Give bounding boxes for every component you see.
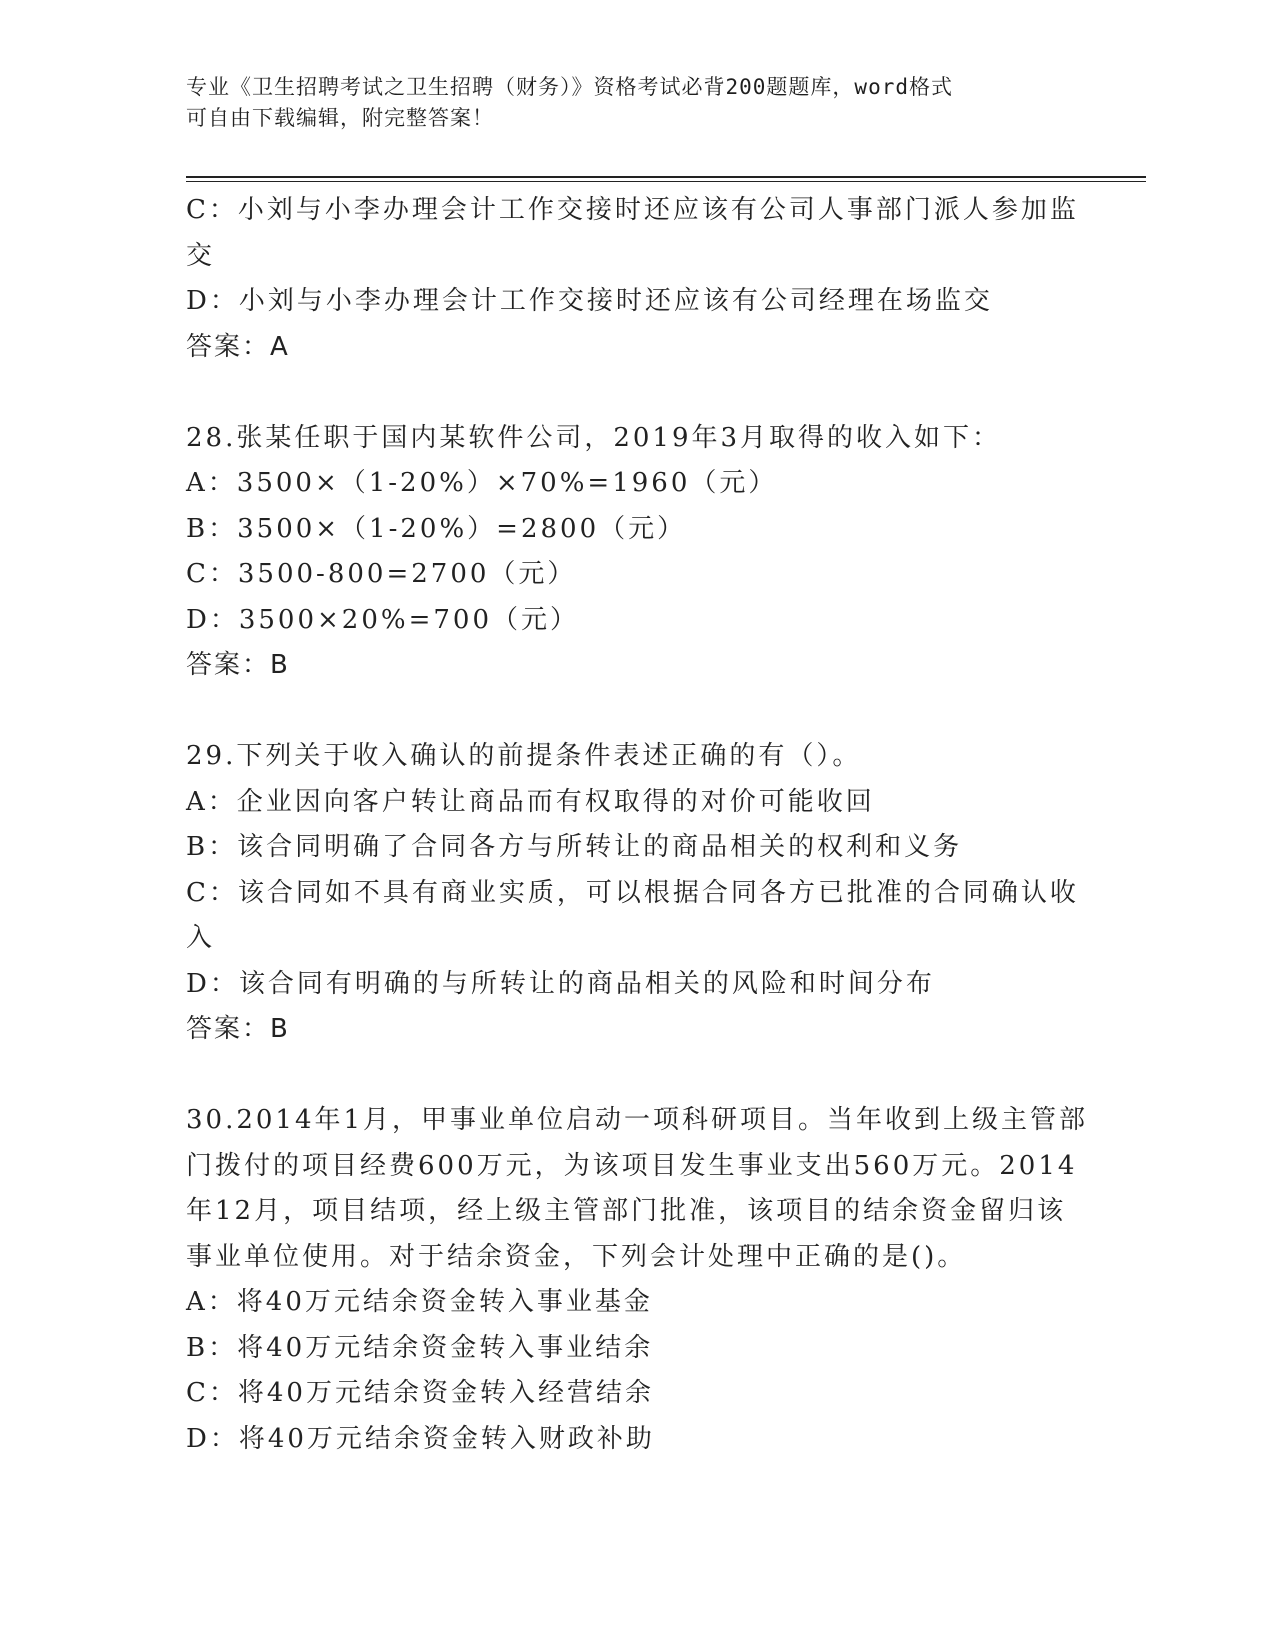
question-29-text: 29.下列关于收入确认的前提条件表述正确的有（）。: [186, 741, 862, 771]
question-30-text-line-4: 事业单位使用。对于结余资金，下列会计处理中正确的是()。: [186, 1241, 967, 1272]
document-header: [186, 72, 1086, 134]
option-d: D：该合同有明确的与所转让的商品相关的风险和时间分布: [186, 968, 935, 999]
answer-28: 答案：B: [186, 650, 290, 680]
option-c-line-1: C：小刘与小李办理会计工作交接时还应该有公司人事部门派人参加监: [186, 195, 1079, 225]
spacer: [186, 689, 1086, 735]
spacer: [186, 1053, 1086, 1099]
question-28: [186, 416, 1086, 689]
question-30-text-line-2: 门拨付的项目经费600万元，为该项目发生事业支出560万元。2014: [186, 1150, 1078, 1181]
option-a: A：企业因向客户转让商品而有权取得的对价可能收回: [186, 786, 875, 817]
question-30-text-line-3: 年12月，项目结项，经上级主管部门批准，该项目的结余资金留归该: [186, 1196, 1067, 1226]
question-30: [186, 1098, 1089, 1462]
question-27-remainder: [186, 188, 1086, 370]
header-title-line-2: 可自由下载编辑，附完整答案！: [186, 106, 494, 130]
option-c: C：将40万元结余资金转入经营结余: [186, 1378, 654, 1408]
option-c: C：3500-800=2700（元）: [186, 559, 577, 589]
header-divider-thin: [186, 181, 1146, 182]
option-c-line-1: C：该合同如不具有商业实质，可以根据合同各方已批准的合同确认收: [186, 877, 1079, 908]
option-c-line-2: 交: [186, 240, 216, 271]
option-d: D：小刘与小李办理会计工作交接时还应该有公司经理在场监交: [186, 286, 993, 316]
question-28-text: 28.张某任职于国内某软件公司，2019年3月取得的收入如下：: [186, 422, 1002, 453]
document-body: [186, 188, 1089, 1462]
option-b: B：3500×（1-20%）=2800（元）: [186, 513, 687, 544]
option-d: D：将40万元结余资金转入财政补助: [186, 1423, 655, 1454]
option-b: B：该合同明确了合同各方与所转让的商品相关的权利和义务: [186, 832, 963, 862]
answer-29: 答案：B: [186, 1014, 290, 1044]
option-b: B：将40万元结余资金转入事业结余: [186, 1332, 654, 1363]
question-30-text-line-1: 30.2014年1月，甲事业单位启动一项科研项目。当年收到上级主管部: [186, 1105, 1089, 1135]
answer-27: 答案：A: [186, 331, 290, 362]
header-divider-thick: [186, 176, 1146, 178]
header-title-line-1: 专业《卫生招聘考试之卫生招聘（财务）》资格考试必背200题题库，word格式: [186, 75, 953, 99]
question-29: [186, 734, 1086, 1053]
option-a: A：3500×（1-20%）×70%=1960（元）: [186, 468, 778, 498]
option-d: D：3500×20%=700（元）: [186, 604, 579, 635]
option-c-line-2: 入: [186, 923, 216, 953]
option-a: A：将40万元结余资金转入事业基金: [186, 1287, 653, 1317]
spacer: [186, 370, 1086, 416]
